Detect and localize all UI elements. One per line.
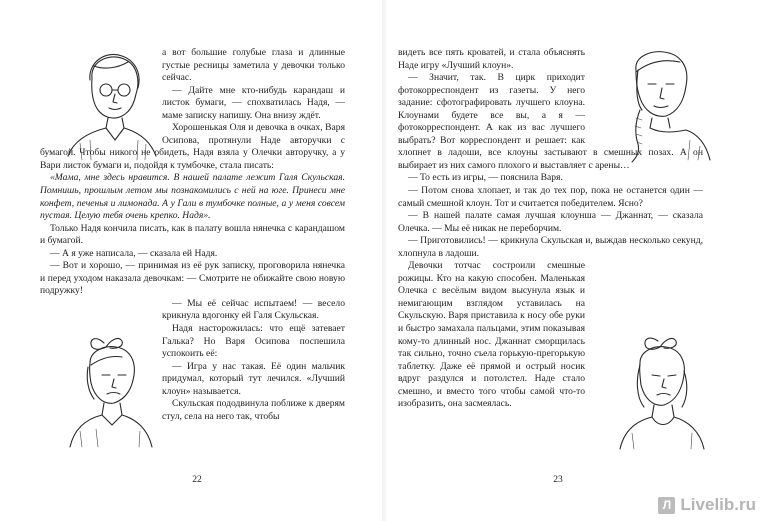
- paragraph: — Вот и хорошо, — принимая из её рук записку, проговорила нянечка и перед уходом наказала девочкам: — Смотрите не обижайте свою новую подружку!: [40, 260, 345, 297]
- illustration-spacer: [585, 288, 703, 408]
- paragraph: — В нашей палате самая лучшая клоунша — Джаннат, — сказала Олечка. — Мы её никак не переборчим.: [398, 210, 703, 234]
- paragraph: — То есть из игры, — пояснила Варя.: [408, 172, 563, 184]
- paragraph: — Дайте мне кто-нибудь карандаш и листок бумаги, — спохватилась Надя, — маме записку напишу. Она внизу ждёт.: [162, 84, 345, 121]
- paragraph: Скульская пододвинула поближе к дверям стул, села на него так, чтобы: [162, 398, 345, 422]
- illustration-spacer: [40, 300, 162, 424]
- livelib-watermark: [658, 495, 756, 515]
- illustration-spacer: [585, 47, 703, 145]
- paragraph: — Приготовились! — крикнула Скульская и, выждав несколько секунд, хлопнула в ладоши.: [398, 235, 703, 259]
- illustration-spacer: [40, 47, 162, 145]
- paragraph: — А я уже написала, — сказала ей Надя.: [50, 247, 218, 259]
- right-page-text: [398, 47, 703, 411]
- paragraph: — Игра у нас такая. Её один мальчик придумал, который тут лечился. «Лучший клоун» называется.: [162, 360, 345, 397]
- paragraph: а вот большие голубые глаза и длинные густые ресницы заметила у девочки только сейчас.: [162, 47, 345, 84]
- right-page-number: 23: [553, 474, 563, 485]
- livelib-logo-icon: Л: [658, 497, 675, 514]
- watermark-text: Livelib.ru: [680, 495, 756, 514]
- paragraph: Надя насторожилась: что ещё затевает Галька? Но Варя Осипова поспешила успокоить её:: [162, 323, 345, 360]
- paragraph: видеть все пять кроватей, и стала объяснять Наде игру «Лучший клоун».: [398, 47, 585, 71]
- paragraph: Девочки тотчас состроили смешные рожицы. Кто на какую способен. Маленькая Олечка с весёлым видом высунула язык и немигающим взглядом уставилась на Скульскую. Варя приставила к носу обе руки и быстро замахала пальцами, этим показывая кому-то длинный нос. Джаннат сморщилась так сильно, точно съела горькую-прегорькую таблетку. Даже её прямой и острый носик вдруг раздулся и потолстел. Наде стало смешно, и вместо того чтобы самой что-то изобразить, она засмеялась.: [398, 260, 585, 410]
- paragraph: — Мы её сейчас испытаем! — весело крикнула вдогонку ей Галя Скульская.: [162, 297, 345, 322]
- paragraph: — Потом снова хлопает, и так до тех пор, пока не останется один — самый смешной клоун. Тот и считается победителем. Ясно?: [398, 185, 703, 209]
- left-page-number: 22: [192, 474, 202, 485]
- paragraph: Хорошенькая Оля и девочка в очках, Варя Осипова, протянули Наде авторучки с бумагой. Чтобы никого не обидеть, Надя взяла у Олечки авторучку, а у Вари листок бумаги и, подойдя к тумбочке, стала писать:: [40, 122, 345, 171]
- paragraph: «Мама, мне здесь нравится. В нашей палате лежит Галя Скульская. Помнишь, прошлым летом мы познакомились с ней на юге. Принеси мне конфет, печенья и лимонада. А у Гали в тумбочке полные, а у меня совсем пустая. Целую тебя очень крепко. Надя».: [40, 172, 345, 222]
- right-page: [386, 0, 770, 521]
- paragraph: Только Надя кончила писать, как в палату вошла нянечка с карандашом и бумагой.: [40, 222, 345, 247]
- left-page: [0, 0, 384, 521]
- left-page-text: [40, 47, 345, 424]
- paragraph: — Значит, так. В цирк приходит фотокорреспондент из газеты. У него задание: сфотографировать лучшего клоуна. Клоунами будете все вы, а я — фотокорреспондент. А как из вас лучшего выбрать? Вот корреспондент и решает: как хлопнет в ладоши, все клоуны застывают в смешных позах. А он выбирает из них самого плохого и выставляет с арены…: [398, 72, 703, 171]
